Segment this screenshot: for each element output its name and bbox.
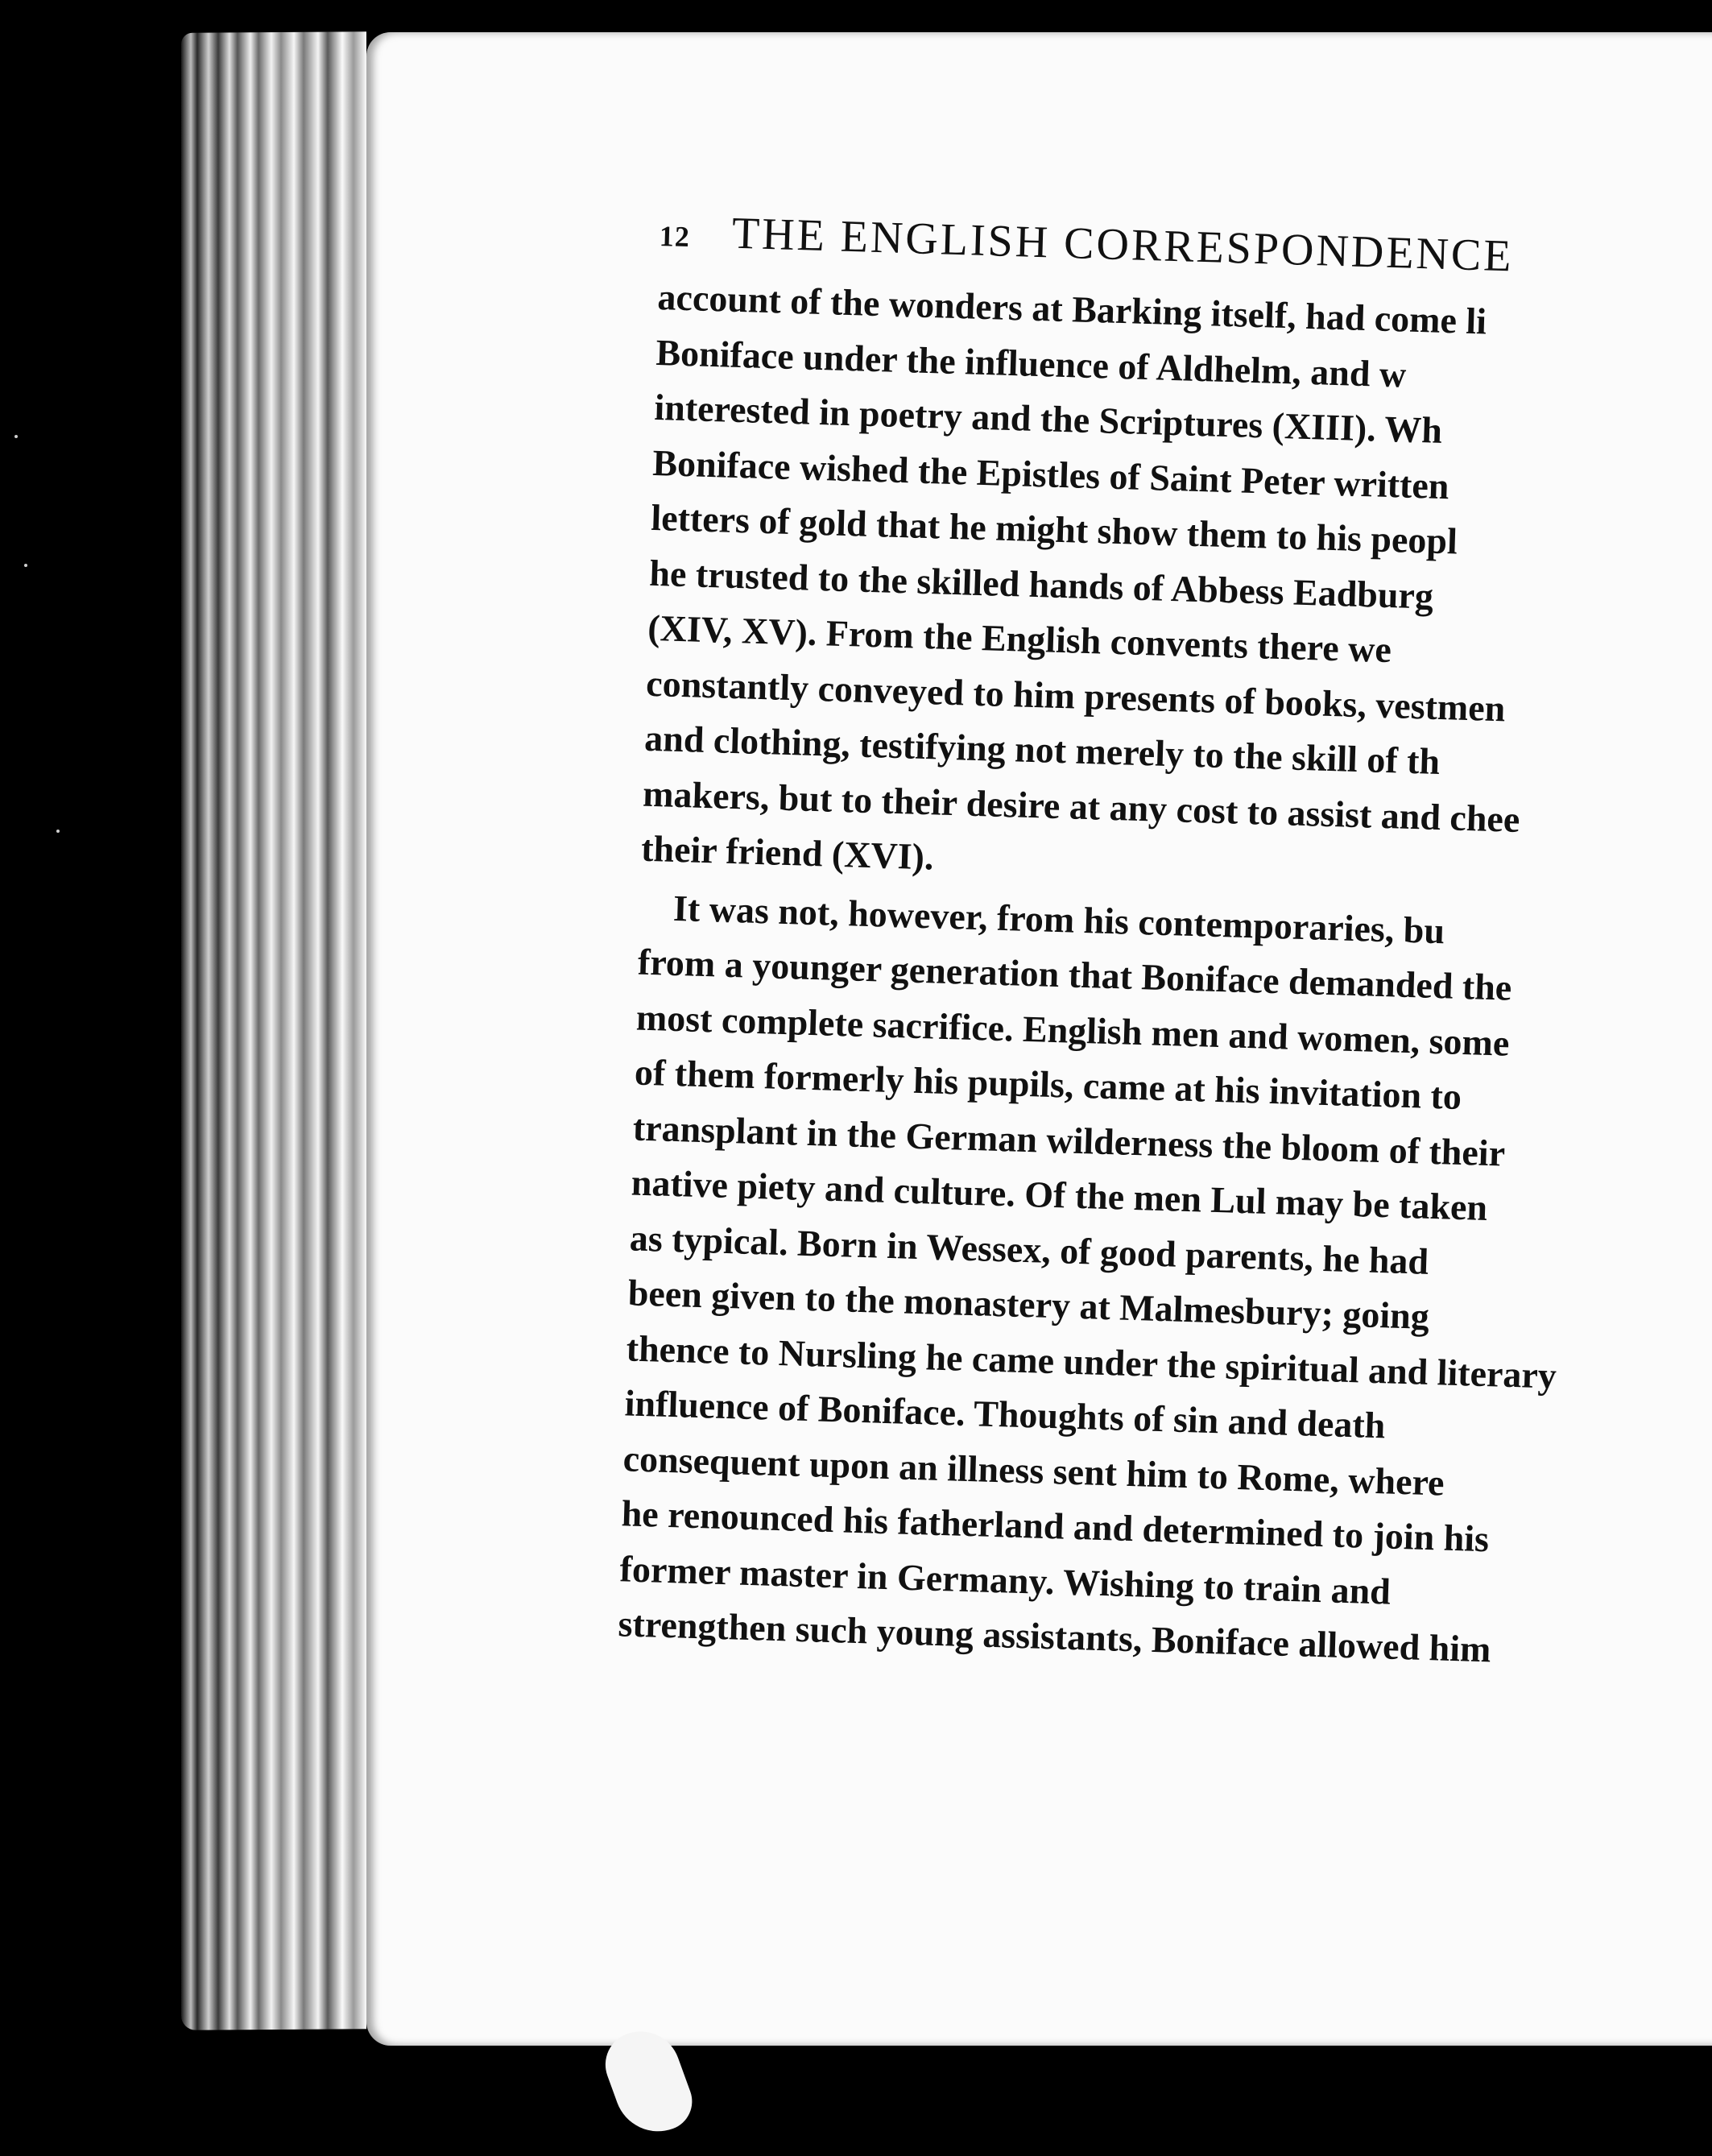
text-line: strengthen such young assistants, Boniface allowed him [617, 1603, 1492, 1670]
text-line: of them formerly his pupils, came at his invitation to [634, 1051, 1462, 1117]
text-line: Boniface wished the Epistles of Saint Peter written [651, 441, 1450, 507]
text-line: he trusted to the skilled hands of Abbess Eadburg [648, 552, 1434, 617]
text-line: native piety and culture. Of the men Lul may be taken [631, 1161, 1488, 1229]
text-line: consequent upon an illness sent him to Rome, where [622, 1437, 1445, 1504]
dust-speck [56, 830, 60, 833]
text-line: most complete sacrifice. English men and women, some [635, 996, 1511, 1064]
text-line: interested in poetry and the Scriptures (XIII). Wh [653, 386, 1443, 451]
text-line: from a younger generation that Boniface demanded the [637, 941, 1513, 1008]
text-line: and clothing, testifying not merely to the skill of th [643, 717, 1441, 783]
dust-speck [14, 435, 18, 438]
text-line: transplant in the German wilderness the bloom of their [632, 1107, 1506, 1174]
page-number: 12 [659, 219, 691, 254]
running-head-title: THE ENGLISH CORRESPONDENCE [731, 208, 1515, 282]
text-line: (XIV, XV). From the English convents there we [647, 606, 1392, 671]
text-line: as typical. Born in Wessex, of good parents, he had [629, 1216, 1429, 1282]
text-line: constantly conveyed to him presents of books, vestmen [645, 662, 1507, 729]
dust-speck [24, 564, 27, 567]
paragraph-2 [618, 879, 1712, 1686]
text-line: been given to the monastery at Malmesbury; going [627, 1272, 1430, 1337]
text-line: makers, but to their desire at any cost to assist and chee [642, 772, 1521, 840]
text-line: influence of Boniface. Thoughts of sin and death [624, 1382, 1387, 1446]
text-line: their friend (XVI). [640, 827, 935, 878]
paragraph-1 [640, 270, 1712, 910]
text-line: thence to Nursling he came under the spiritual and literary [626, 1326, 1557, 1397]
page-edges [181, 31, 366, 2030]
text-line: former master in Germany. Wishing to train and [619, 1547, 1392, 1612]
text-line: It was not, however, from his contemporaries, bu [672, 887, 1445, 951]
text-line: Boniface under the influence of Aldhelm, and w [655, 331, 1407, 395]
text-line: he renounced his fatherland and determined to join his [621, 1492, 1490, 1560]
text-line: account of the wonders at Barking itself, had come li [656, 275, 1487, 342]
page-text-block [618, 205, 1712, 1686]
text-line: letters of gold that he might show them to his peopl [650, 496, 1458, 562]
